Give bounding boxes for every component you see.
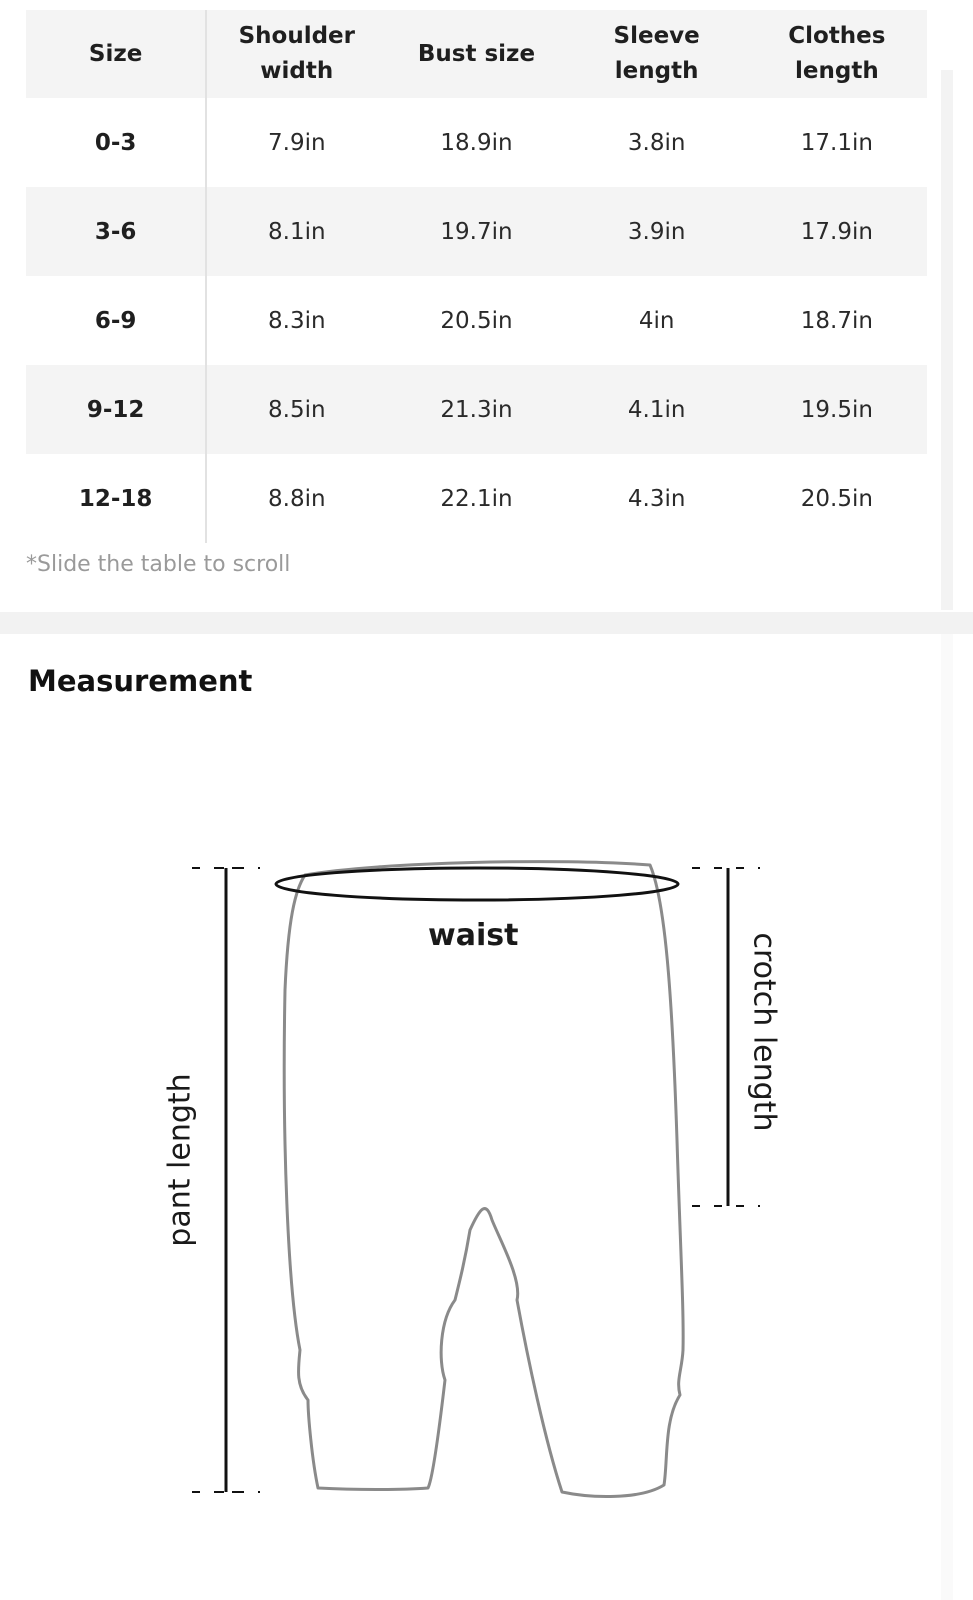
header-clothes-length: Clothes length — [788, 23, 886, 84]
sleeve-length-cell: 3.8in — [627, 129, 686, 156]
clothes-length-cell: 17.1in — [800, 129, 873, 156]
table-row — [26, 276, 927, 365]
bust-size-cell: 21.3in — [440, 396, 513, 423]
pant-length-label: pant length — [162, 1073, 198, 1247]
shoulder-width-cell: 8.3in — [268, 307, 326, 334]
table-row — [26, 98, 927, 187]
measurement-title: Measurement — [28, 664, 253, 698]
table-header-row — [26, 10, 927, 98]
scroll-hint: *Slide the table to scroll — [26, 552, 291, 577]
shoulder-width-cell: 8.5in — [268, 396, 326, 423]
clothes-length-cell: 19.5in — [800, 396, 873, 423]
scrollbar[interactable] — [941, 70, 953, 610]
size-cell: 0-3 — [26, 98, 206, 187]
clothes-length-cell: 18.7in — [800, 307, 873, 334]
table-row — [26, 365, 927, 454]
table-row — [26, 454, 927, 543]
header-bust-size: Bust size — [417, 40, 536, 67]
bust-size-cell: 19.7in — [440, 218, 513, 245]
bust-size-cell: 20.5in — [440, 307, 513, 334]
bust-size-cell: 18.9in — [440, 129, 513, 156]
clothes-length-cell: 17.9in — [800, 218, 873, 245]
sleeve-length-cell: 4in — [638, 307, 675, 334]
size-chart-table-container[interactable] — [26, 10, 928, 543]
size-cell: 6-9 — [26, 276, 206, 365]
table-row — [26, 187, 927, 276]
waist-measurement-ellipse — [276, 868, 678, 900]
sleeve-length-cell: 4.1in — [627, 396, 686, 423]
header-sleeve-length: Sleeve length — [613, 23, 700, 84]
section-divider — [0, 612, 973, 634]
size-cell: 9-12 — [26, 365, 206, 454]
size-chart-table — [26, 10, 928, 543]
crotch-length-label: crotch length — [746, 932, 782, 1132]
header-shoulder-width: Shoulder width — [238, 23, 355, 84]
sleeve-length-cell: 4.3in — [627, 485, 686, 512]
shoulder-width-cell: 8.8in — [268, 485, 326, 512]
pants-measurement-diagram — [0, 840, 973, 1520]
pant-length-dimension-line — [192, 868, 260, 1492]
sleeve-length-cell: 3.9in — [627, 218, 686, 245]
clothes-length-cell: 20.5in — [800, 485, 873, 512]
bust-size-cell: 22.1in — [440, 485, 513, 512]
size-cell: 3-6 — [26, 187, 206, 276]
shoulder-width-cell: 7.9in — [268, 129, 326, 156]
pants-outline — [284, 862, 683, 1497]
header-size: Size — [26, 10, 206, 98]
shoulder-width-cell: 8.1in — [268, 218, 326, 245]
size-cell: 12-18 — [26, 454, 206, 543]
waist-label: waist — [428, 918, 519, 953]
